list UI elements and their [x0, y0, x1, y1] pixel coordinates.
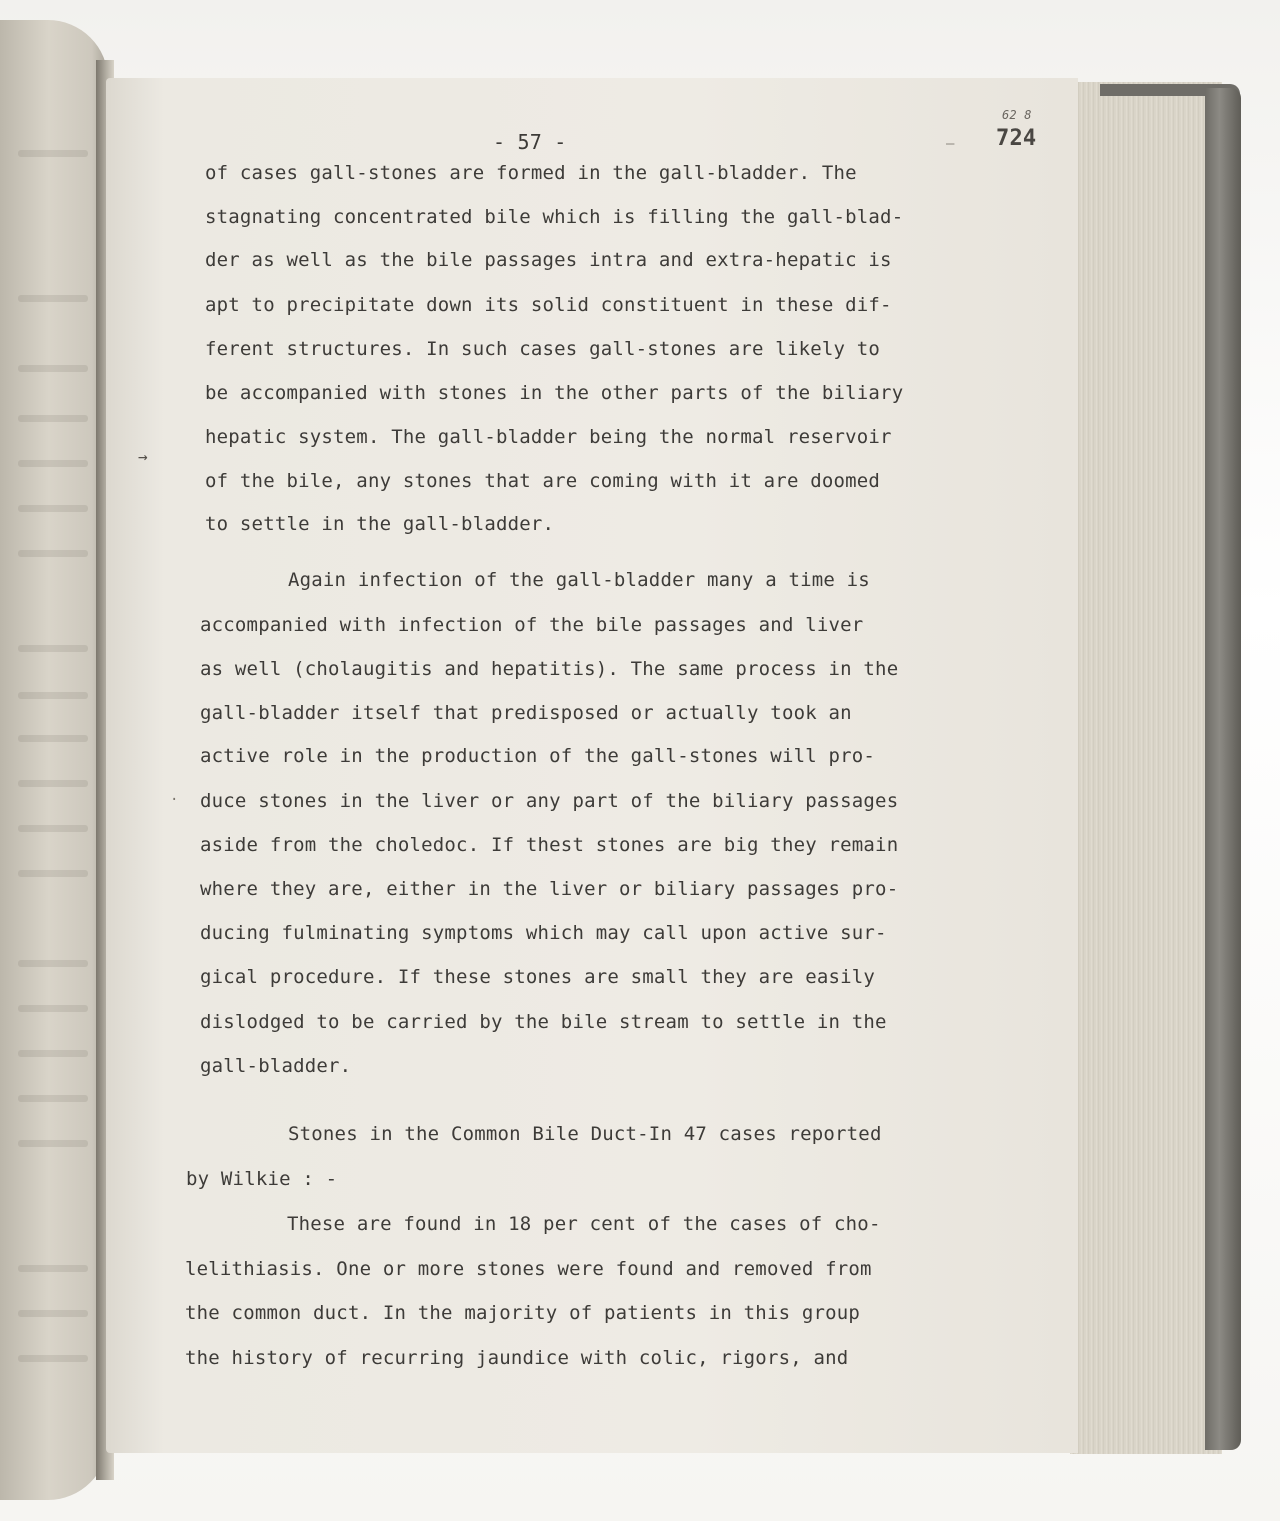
- ghost-text-line: [18, 1005, 88, 1012]
- text-line: of the bile, any stones that are coming with it are doomed: [205, 470, 881, 492]
- ghost-text-line: [18, 692, 88, 699]
- ghost-text-line: [18, 870, 88, 877]
- ghost-text-line: [18, 735, 88, 742]
- text-line: of cases gall-stones are formed in the gall-bladder. The: [205, 162, 857, 184]
- text-line: aside from the choledoc. If thest stones are big they remain: [200, 834, 899, 856]
- text-line: accompanied with infection of the bile passages and liver: [200, 614, 864, 636]
- paragraph-3-heading: [186, 1123, 882, 1213]
- text-line: hepatic system. The gall-bladder being the normal reservoir: [205, 426, 892, 448]
- ghost-text-line: [18, 960, 88, 967]
- paragraph-4: [185, 1213, 881, 1391]
- ghost-text-line: [18, 415, 88, 422]
- ghost-text-line: [18, 505, 88, 512]
- ghost-text-line: [18, 150, 88, 157]
- text-line: der as well as the bile passages intra and extra-hepatic is: [205, 249, 892, 271]
- ghost-text-line: [18, 460, 88, 467]
- text-line: gical procedure. If these stones are small they are easily: [200, 966, 876, 988]
- text-line: apt to precipitate down its solid constituent in these dif-: [205, 294, 892, 316]
- page-number: - 57 -: [493, 130, 567, 154]
- text-line: These are found in 18 per cent of the cases of cho-: [287, 1213, 881, 1235]
- text-line: the common duct. In the majority of patients in this group: [185, 1302, 861, 1324]
- margin-dash: –: [946, 136, 955, 152]
- margin-arrow-mark: →: [138, 447, 148, 466]
- text-line: ducing fulminating symptoms which may call upon active sur-: [200, 922, 887, 944]
- text-line: to settle in the gall-bladder.: [205, 513, 555, 535]
- text-line: ferent structures. In such cases gall-stones are likely to: [205, 338, 881, 360]
- folio-handwritten-number: 62 8: [1002, 108, 1032, 122]
- left-page: [0, 20, 108, 1500]
- page-edges: [1070, 82, 1222, 1454]
- ghost-text-line: [18, 550, 88, 557]
- paragraph-2: [200, 569, 898, 1099]
- text-line: active role in the production of the gall-stones will pro-: [200, 745, 876, 767]
- text-line: Stones in the Common Bile Duct-In 47 cases reported: [288, 1123, 882, 1145]
- text-line: as well (cholaugitis and hepatitis). The same process in the: [200, 658, 899, 680]
- text-line: gall-bladder.: [200, 1055, 352, 1077]
- text-line: Again infection of the gall-bladder many a time is: [288, 569, 870, 591]
- paragraph-1: [205, 162, 903, 557]
- ghost-text-line: [18, 780, 88, 787]
- ghost-text-line: [18, 295, 88, 302]
- ghost-text-line: [18, 1310, 88, 1317]
- ghost-text-line: [18, 1095, 88, 1102]
- ghost-text-line: [18, 645, 88, 652]
- book-cover-spine: [1205, 88, 1241, 1450]
- text-line: where they are, either in the liver or biliary passages pro-: [200, 878, 899, 900]
- text-line: the history of recurring jaundice with colic, rigors, and: [185, 1347, 849, 1369]
- ghost-text-line: [18, 365, 88, 372]
- ghost-text-line: [18, 825, 88, 832]
- ghost-text-line: [18, 1265, 88, 1272]
- text-line: lelithiasis. One or more stones were found and removed from: [185, 1258, 872, 1280]
- ghost-text-line: [18, 1355, 88, 1362]
- text-line: duce stones in the liver or any part of the biliary passages: [200, 790, 899, 812]
- text-line: by Wilkie : -: [186, 1168, 338, 1190]
- text-line: stagnating concentrated bile which is filling the gall-blad-: [205, 206, 904, 228]
- folio-stamped-number: 724: [996, 126, 1037, 151]
- ghost-text-line: [18, 1140, 88, 1147]
- text-line: gall-bladder itself that predisposed or actually took an: [200, 702, 852, 724]
- margin-dot: .: [170, 788, 179, 804]
- text-line: dislodged to be carried by the bile stream to settle in the: [200, 1011, 887, 1033]
- ghost-text-line: [18, 1050, 88, 1057]
- text-line: be accompanied with stones in the other parts of the biliary: [205, 382, 904, 404]
